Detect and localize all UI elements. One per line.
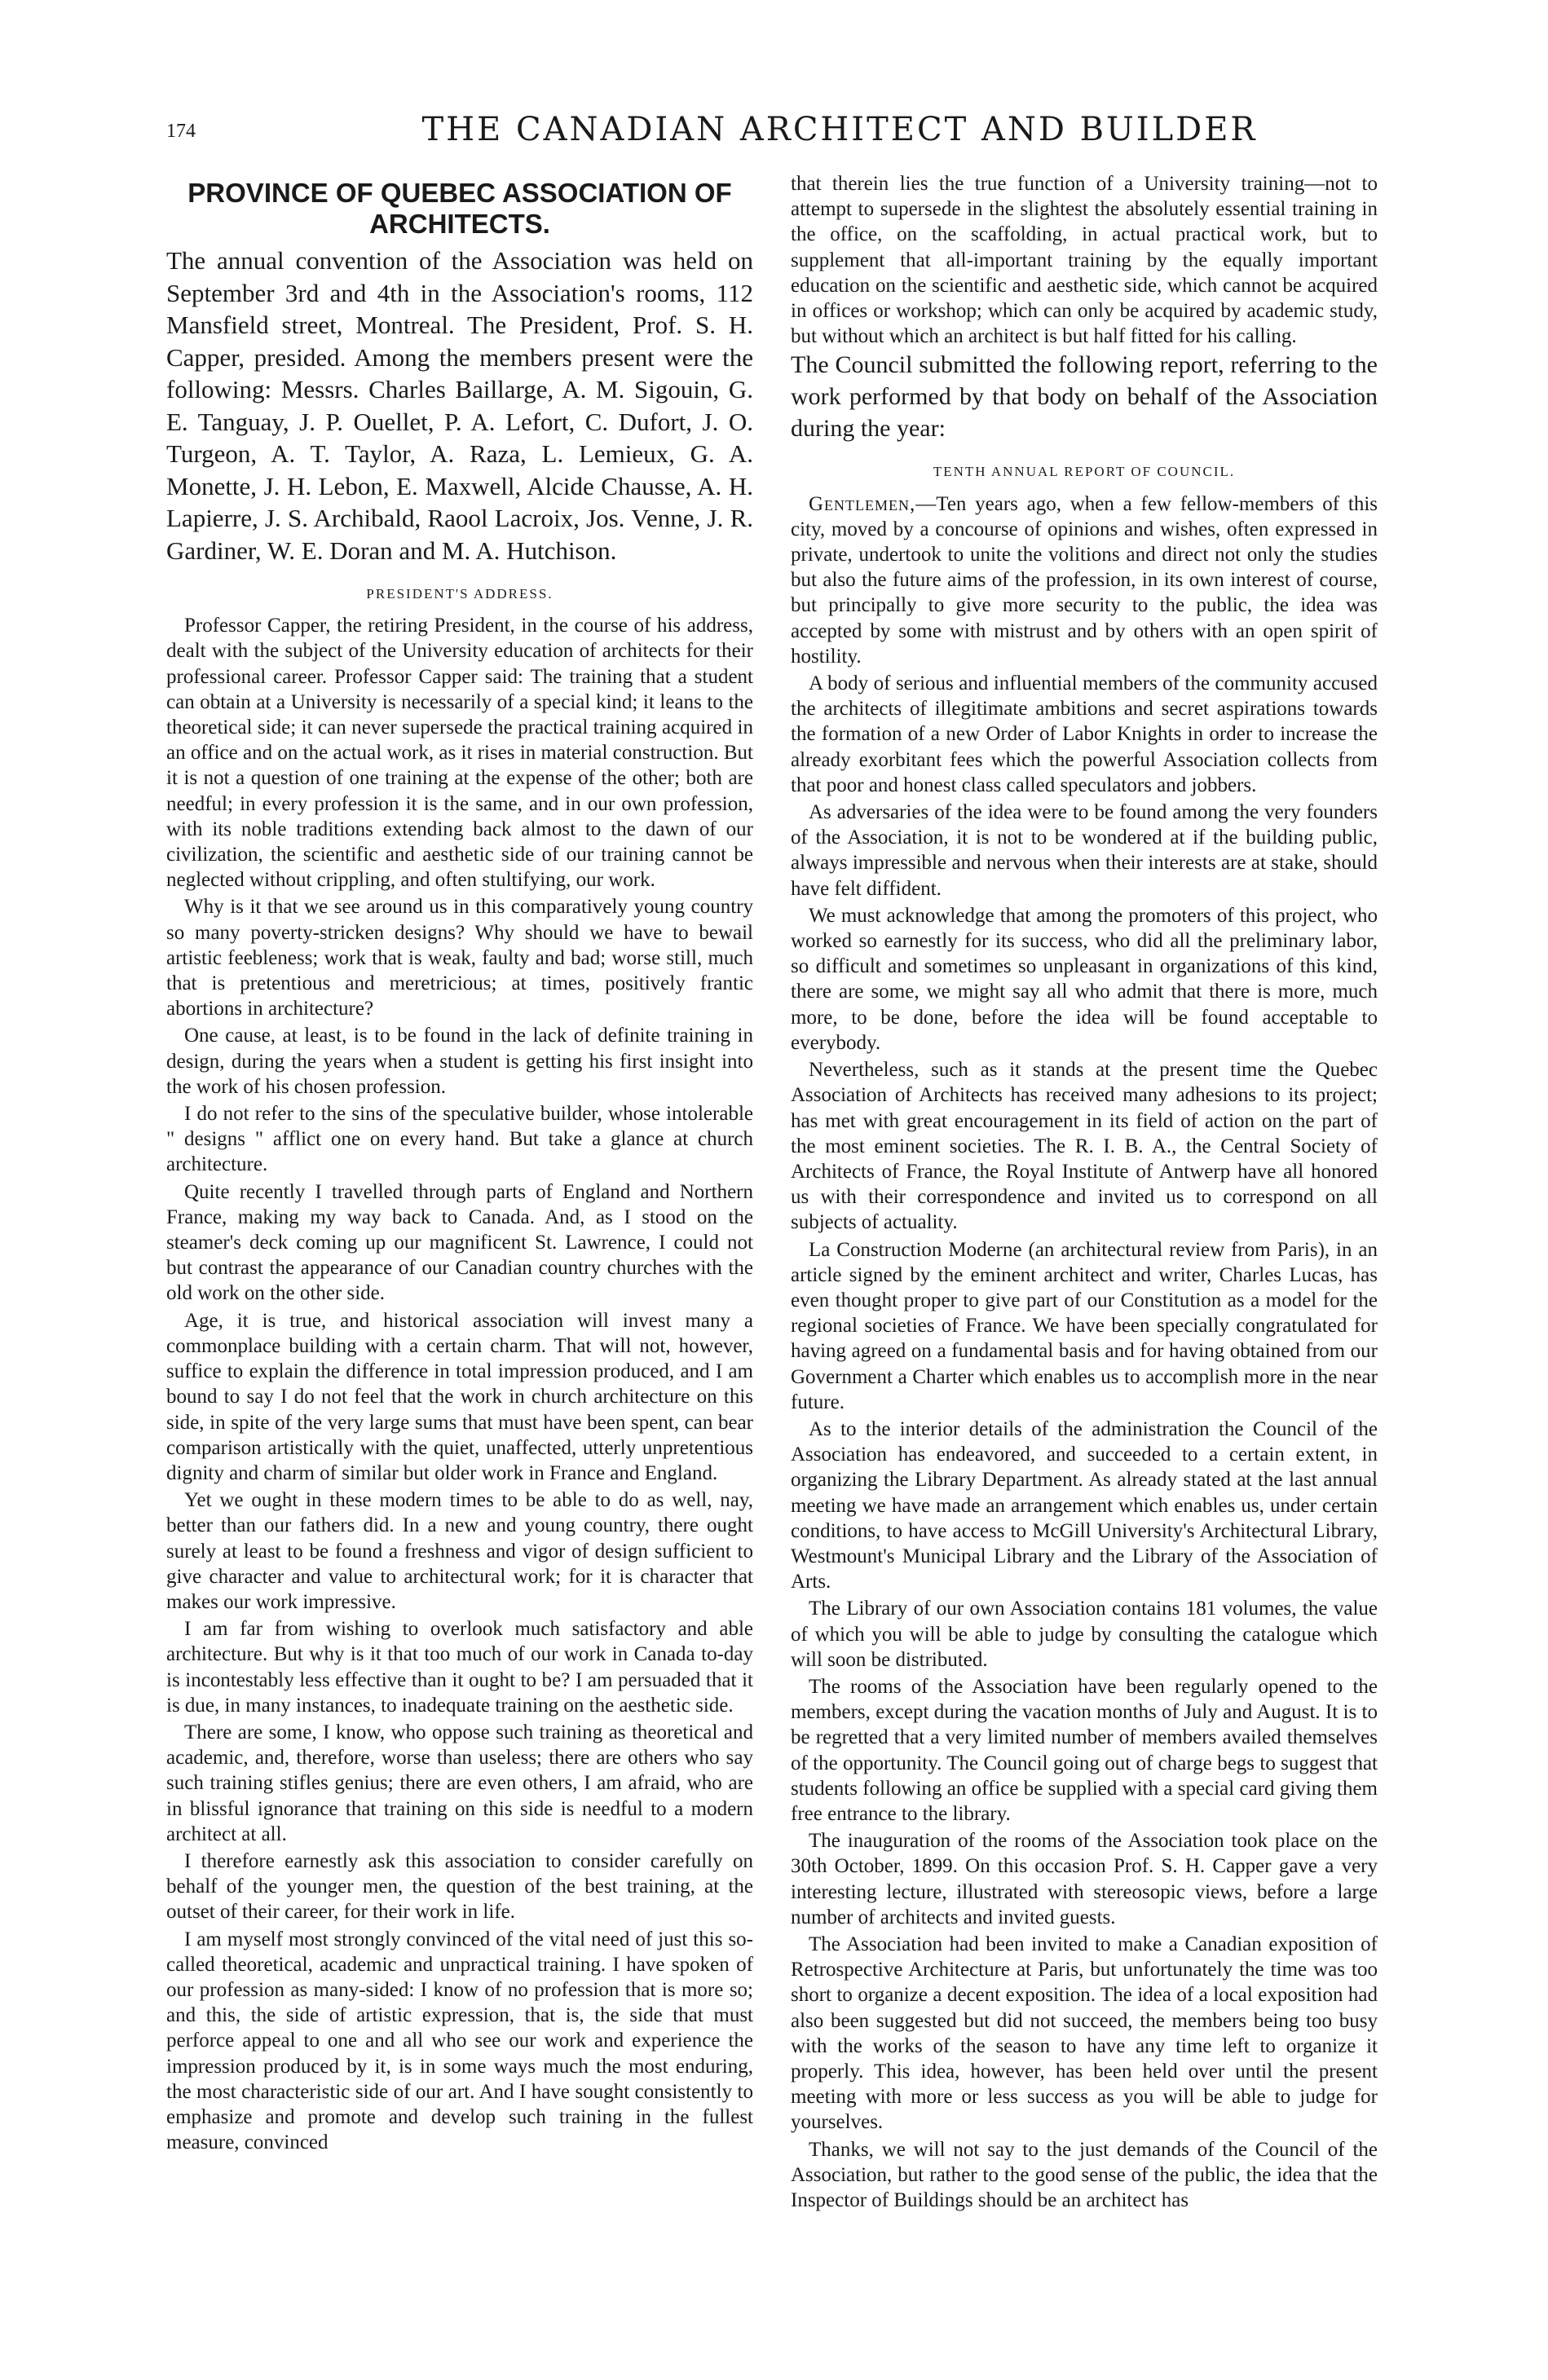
address-paragraph: Age, it is true, and historical association will invest many a commonplace building with a certain charm. That will not, however, suffice to explain the difference in total impression produced, and I am bound to say I do not feel that the work in church architecture on this side, in spite of the very large sums that must have been spent, can bear comparison artistically with the quiet, unaffected, utterly unpretentious dignity and charm of similar but older work in France and England.	[166, 1309, 753, 1484]
report-paragraph: We must acknowledge that among the promoters of this project, who worked so earnestly for its success, who did all the preliminary labor, so difficult and sometimes so unpleasant in organizations of this kind, there are some, we might say all who admit that there is more, much more, to be done, before the idea will be found acceptable to everybody.	[791, 904, 1378, 1054]
report-paragraph: The Association had been invited to make a Canadian exposition of Retrospective Architecture at Paris, but unfortunately the time was too short to organize a decent exposition. The idea of a local exposition had also been suggested but did not succeed, the members being too busy with the works of the season to have any time left to organize it properly. This idea, however, has been held over until the present meeting with more or less success as you will be able to judge for yourselves.	[791, 1933, 1378, 2134]
report-paragraph: As to the interior details of the administration the Council of the Association has endeavored, and succeeded to a certain extent, in organizing the Library Department. As already stated at the last annual meeting we have made an arrangement which enables us, under certain conditions, to have access to McGill University's Architectural Library, Westmount's Municipal Library and the Library of the Association of Arts.	[791, 1417, 1378, 1593]
report-salutation: Gentlemen,	[809, 492, 916, 515]
report-paragraph	[791, 491, 1378, 669]
address-paragraph: I therefore earnestly ask this association to consider carefully on behalf of the younger men, the question of the best training, at the outset of their career, for their work in life.	[166, 1849, 753, 1924]
address-paragraph: Quite recently I travelled through parts of England and Northern France, making my way back to Canada. And, as I stood on the steamer's deck coming up our magnificent St. Lawrence, I could not but contrast the appearance of our Canadian country churches with the old work on the other side.	[166, 1180, 753, 1305]
page-header	[0, 0, 1548, 163]
address-paragraph: I do not refer to the sins of the speculative builder, whose intolerable " designs " afflict one on every hand. But take a glance at church architecture.	[166, 1103, 753, 1176]
report-paragraph-text: —Ten years ago, when a few fellow-members of this city, moved by a concourse of opinions and wishes, often expressed in private, undertook to unite the volitions and direct not only the studies but also the future aims of the profession, in its own interest of course, but principally to give more security to the public, the idea was accepted by some with mistrust and by others with an open spirit of hostility.	[791, 492, 1378, 668]
intro-paragraph: The annual convention of the Association was held on September 3rd and 4th in the Association's rooms, 112 Mansfield street, Montreal. The President, Prof. S. H. Capper, presided. Among the members present were the following: Messrs. Charles Baillarge, A. M. Sigouin, G. E. Tanguay, J. P. Ouellet, P. A. Lefort, C. Dufort, J. O. Turgeon, A. T. Taylor, A. Raza, L. Lemieux, G. A. Monette, J. H. Lebon, E. Maxwell, Alcide Chausse, A. H. Lapierre, J. S. Archibald, Raool Lacroix, Jos. Venne, J. R. Gardiner, W. E. Doran and M. A. Hutchison.	[166, 246, 753, 565]
address-paragraph: I am myself most strongly convinced of the vital need of just this so-called theoretical, academic and unpractical training. I have spoken of our profession as many-sided: I know of no profession that is more so; and this, the side of artistic expression, that is, the side that must perforce appeal to one and all who see our work and experience the impression produced by it, is in some ways much the most enduring, the most characteristic side of our art. And I have sought consistently to emphasize and promote and develop such training in the fullest measure, convinced	[166, 1928, 753, 2154]
report-paragraph: A body of serious and influential members of the community accused the architects of illegitimate ambitions and secret aspirations towards the formation of a new Order of Labor Knights in order to increase the already exorbitant fees which the powerful Association collects from that poor and honest class called speculators and jobbers.	[791, 672, 1378, 796]
address-paragraph: One cause, at least, is to be found in the lack of definite training in design, during the years when a student is getting his first insight into the work of his chosen profession.	[166, 1025, 753, 1098]
address-paragraph: Professor Capper, the retiring President, in the course of his address, dealt with the subject of the University education of architects for their professional career. Professor Capper said: The training that a student can obtain at a University is necessarily of a special kind; it leans to the theoretical side; it can never supersede the practical training acquired in an office and on the actual work, as it rises in material construction. But it is not a question of one training at the expense of the other; both are needful; in every profession it is the same, and in our own profession, with its noble traditions extending back almost to the dawn of our civilization, the scientific and aesthetic side of our training cannot be neglected without crippling, and often stultifying, our work.	[166, 615, 753, 892]
council-intro	[791, 349, 1378, 444]
report-paragraph: The rooms of the Association have been regularly opened to the members, except during the vacation months of July and August. It is to be regretted that a very limited number of members availed themselves of the opportunity. The Council going out of charge begs to suggest that students following an office be supplied with a special card giving them free entrance to the library.	[791, 1675, 1378, 1825]
right-column	[791, 171, 1378, 2213]
address-paragraph: Why is it that we see around us in this comparatively young country so many poverty-stricken designs? Why should we have to bewail artistic feebleness; work that is weak, faulty and bad; worse still, much that is pretentious and meretricious; at times, positively frantic abortions in architecture?	[166, 896, 753, 1020]
article-intro	[166, 245, 753, 566]
continuation-paragraph: that therein lies the true function of a University training—not to attempt to supersede in the slightest the absolutely essential training in the office, on the scaffolding, in actual practical work, but to supplement that all-important training by the equally important education on the scientific and aesthetic side, which cannot be acquired in offices or workshop; which can only be acquired by academic study, but without which an architect is but half fitted for his calling.	[791, 173, 1378, 348]
report-paragraph: Nevertheless, such as it stands at the present time the Quebec Association of Architects has received many adhesions to its project; has met with great encouragement in its field of action on the part of the most eminent societies. The R. I. B. A., the Central Society of Architects of France, the Royal Institute of Antwerp have all honored us with their correspondence and invited us to correspond on all subjects of actuality.	[791, 1059, 1378, 1234]
address-paragraph: There are some, I know, who oppose such training as theoretical and academic, and, therefore, worse than useless; there are others who say such training stifles genius; there are even others, I am afraid, who are in blissful ignorance that training on this side is needful to a modern architect at all.	[166, 1721, 753, 1845]
journal-title: THE CANADIAN ARCHITECT AND BUILDER	[421, 111, 1258, 148]
report-paragraph: Thanks, we will not say to the just demands of the Council of the Association, but rather to the good sense of the public, the idea that the Inspector of Buildings should be an architect has	[791, 2138, 1378, 2212]
report-paragraph: As adversaries of the idea were to be found among the very founders of the Association, it is not to be wondered at if the building public, always impressible and nervous when their interests are at stake, should have felt diffident.	[791, 801, 1378, 900]
article-title: PROVINCE OF QUEBEC ASSOCIATION OF ARCHITECTS.	[187, 178, 732, 239]
page-number: 174	[166, 121, 196, 142]
left-column	[166, 171, 753, 2155]
address-paragraph: I am far from wishing to overlook much satisfactory and able architecture. But why is it that too much of our work in Canada to-day is incontestably less effective than it ought to be? I am persuaded that it is due, in many instances, to inadequate training on the aesthetic side.	[166, 1618, 753, 1717]
report-paragraph: La Construction Moderne (an architectural review from Paris), in an article signed by the eminent architect and writer, Charles Lucas, has even thought proper to give part of our Constitution as a model for the regional societies of France. We have been specially congratulated for having agreed on a fundamental basis and for having obtained from our Government a Charter which enables us to accomplish more in the near future.	[791, 1238, 1378, 1413]
council-intro-paragraph: The Council submitted the following report, referring to the work performed by that body on behalf of the Association during the year:	[791, 351, 1378, 443]
address-heading: PRESIDENT'S ADDRESS.	[366, 586, 553, 602]
report-paragraph: The Library of our own Association contains 181 volumes, the value of which you will be able to judge by consulting the catalogue which will soon be distributed.	[791, 1598, 1378, 1671]
report-paragraph: The inauguration of the rooms of the Association took place on the 30th October, 1899. On this occasion Prof. S. H. Capper gave a very interesting lecture, illustrated with stereosopic views, before a large number of architects and invited guests.	[791, 1830, 1378, 1928]
report-heading: TENTH ANNUAL REPORT OF COUNCIL.	[933, 464, 1236, 480]
address-continuation	[791, 171, 1378, 349]
address-paragraph: Yet we ought in these modern times to be able to do as well, nay, better than our fathers did. In a new and young country, there ought surely at least to be found a freshness and vigor of design sufficient to give character and value to architectural work; for it is character that makes our work impressive.	[166, 1489, 753, 1613]
